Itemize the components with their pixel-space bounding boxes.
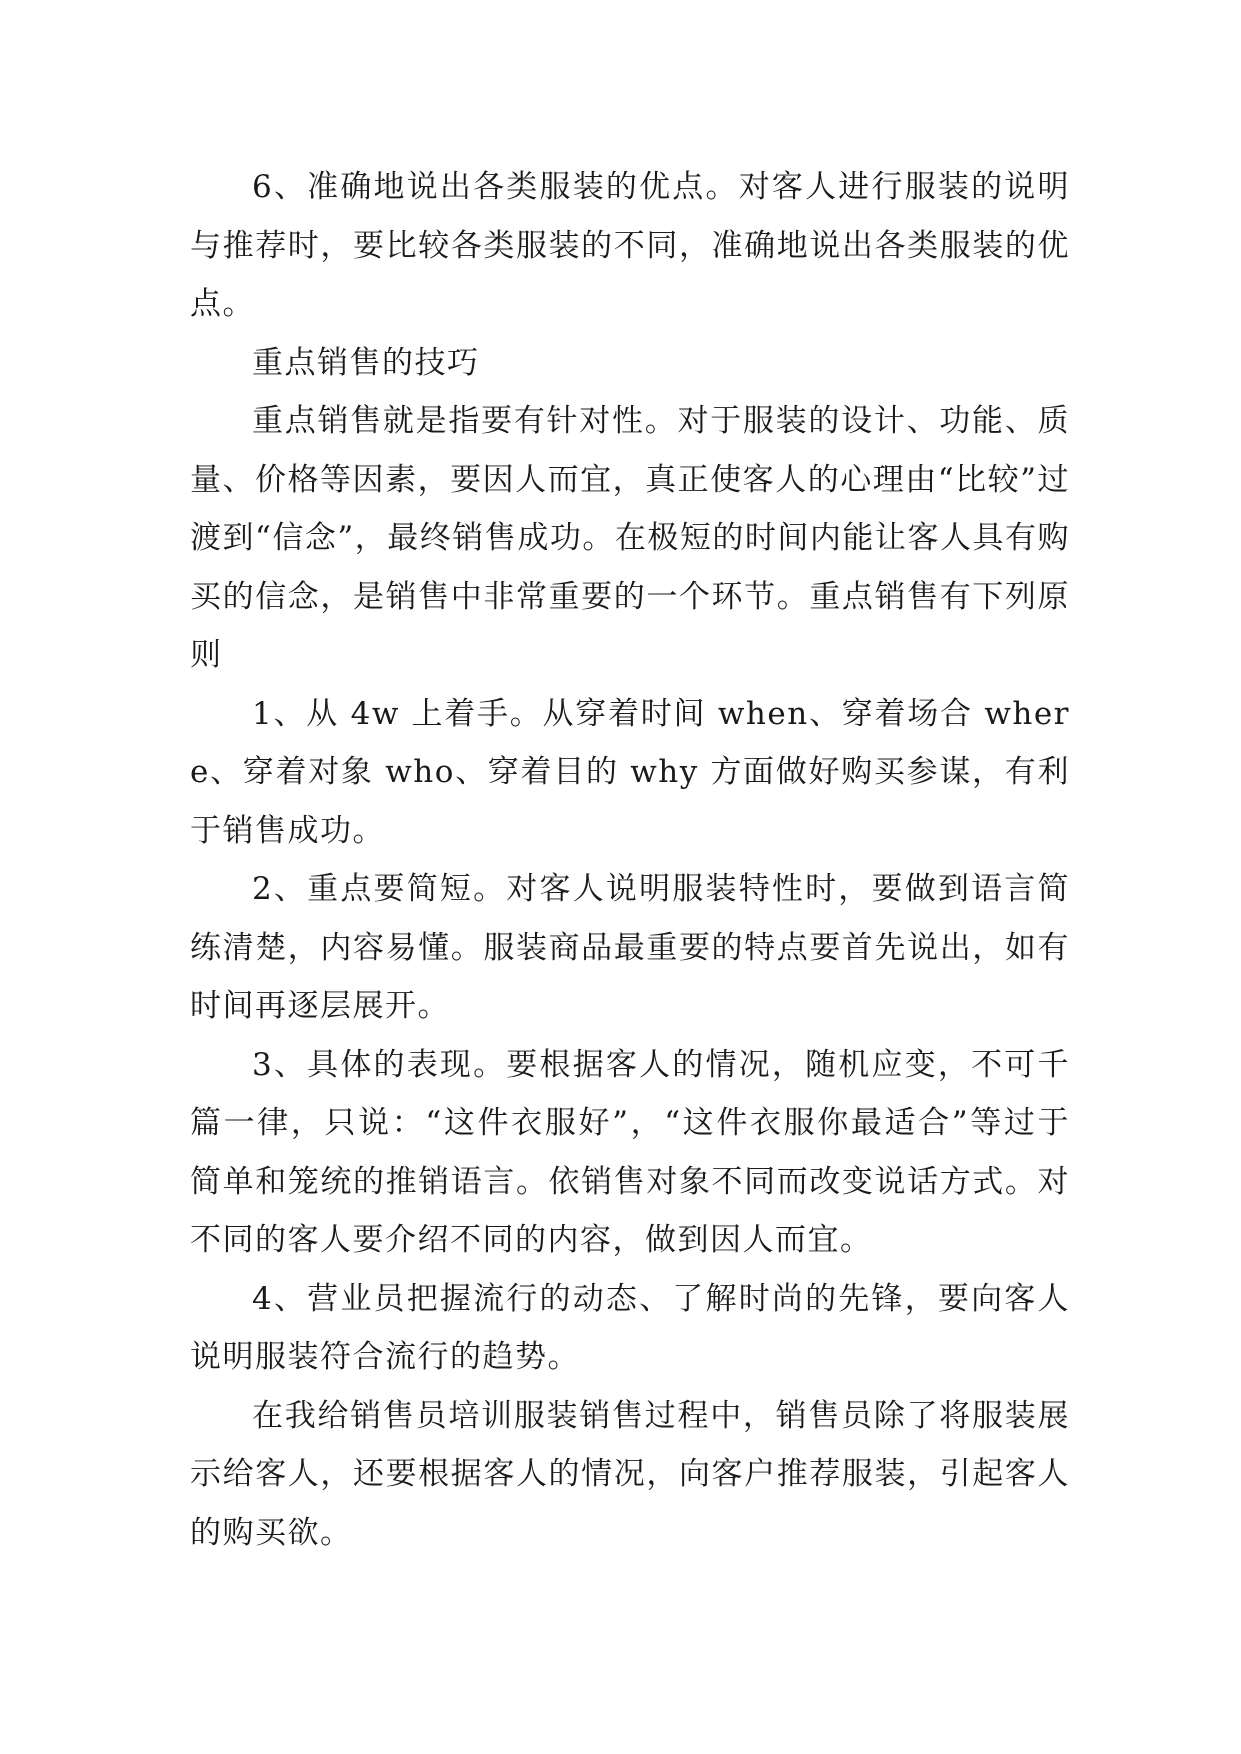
paragraph-principle-4: 4、营业员把握流行的动态、了解时尚的先锋，要向客人说明服装符合流行的趋势。 [190,1280,1070,1375]
paragraph-principle-2: 2、重点要简短。对客人说明服装特性时，要做到语言简练清楚，内容易懂。服装商品最重要的特点要首先说出，如有时间再逐层展开。 [190,871,1070,1024]
paragraph-advantages: 6、准确地说出各类服装的优点。对客人进行服装的说明与推荐时，要比较各类服装的不同，准确地说出各类服装的优点。 [190,169,1070,322]
paragraph-conclusion: 在我给销售员培训服装销售过程中，销售员除了将服装展示给客人，还要根据客人的情况，向客户推荐服装，引起客人的购买欲。 [190,1397,1070,1551]
document-body [190,158,1070,1562]
paragraph-key-selling: 重点销售就是指要有针对性。对于服装的设计、功能、质量、价格等因素，要因人而宜，真正使客人的心理由“比较”过渡到“信念”，最终销售成功。在极短的时间内能让客人具有购买的信念，是销售中非常重要的一个环节。重点销售有下列原则 [190,403,1070,673]
paragraph-principle-3: 3、具体的表现。要根据客人的情况，随机应变，不可千篇一律，只说：“这件衣服好”，“这件衣服你最适合”等过于简单和笼统的推销语言。依销售对象不同而改变说话方式。对不同的客人要介绍不同的内容，做到因人而宜。 [190,1046,1070,1258]
section-heading: 重点销售的技巧 [252,344,480,381]
paragraph-principle-1: 1、从 4w 上着手。从穿着时间 when、穿着场合 where、穿着对象 who、穿着目的 why 方面做好购买参谋，有利于销售成功。 [190,695,1070,849]
